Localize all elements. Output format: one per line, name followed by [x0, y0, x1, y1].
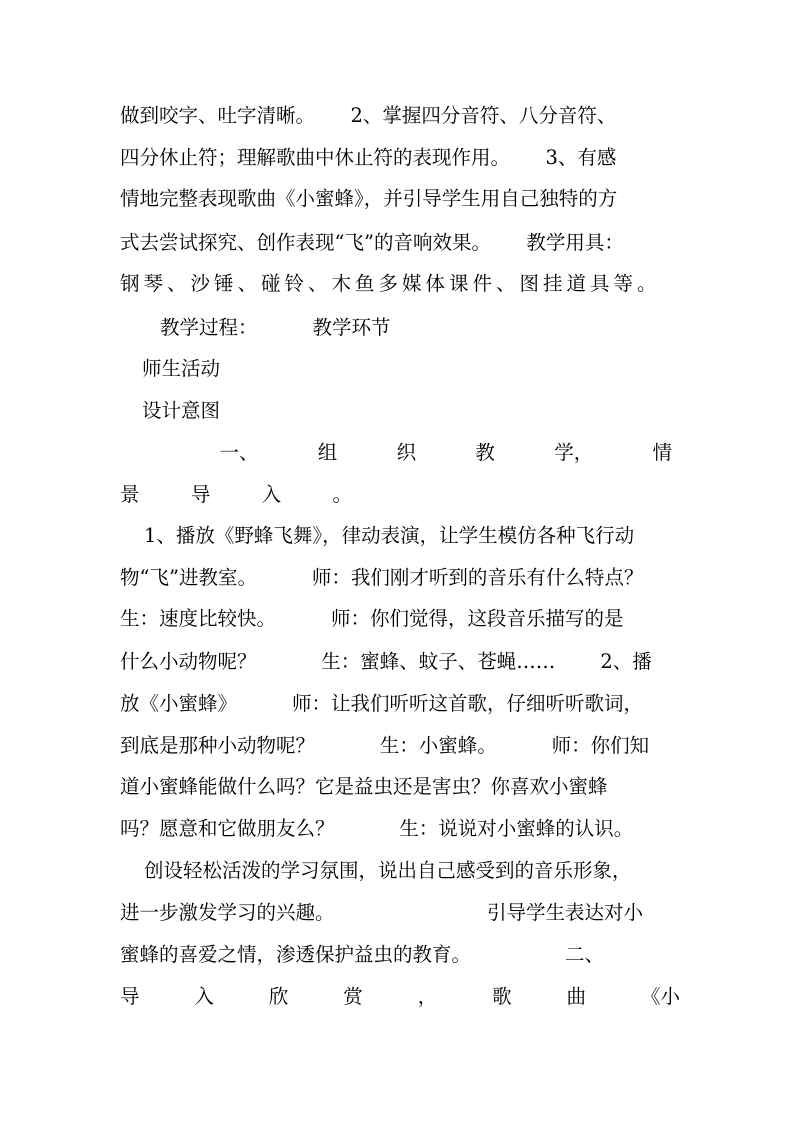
heading-one-char: 织: [396, 441, 417, 464]
body-line-3: [120, 607, 680, 631]
heading-two-char: 《小: [640, 985, 680, 1008]
body-line-10: [120, 901, 680, 925]
heading-one-char: 组: [317, 441, 338, 464]
heading-two: [120, 985, 680, 1009]
text-line-2: [120, 146, 680, 170]
body-line-10-content: 进一步激发学习的兴趣。 引导学生表达对小: [120, 901, 643, 924]
text-line-5-content: 钢琴、沙锤、碰铃、木鱼多媒体课件、图挂道具等。: [120, 272, 661, 295]
heading-two-char: 欣: [268, 985, 289, 1008]
heading-one-char: 景: [120, 483, 140, 506]
heading-two-char: 入: [194, 985, 214, 1008]
body-line-5-content: 放《小蜜蜂》 师：让我们听听这首歌，仔细听听歌词，: [120, 692, 643, 715]
body-line-5: [120, 692, 680, 716]
text-line-7-content: 师生活动: [142, 357, 221, 380]
body-line-9: [144, 859, 704, 883]
heading-one: [200, 441, 672, 465]
text-line-7: [142, 357, 220, 381]
text-line-4: [120, 231, 680, 255]
heading-one-char: 入: [261, 483, 282, 506]
body-line-6-content: 到底是那种小动物呢？ 生：小蜜蜂。 师：你们知: [120, 734, 650, 757]
body-line-2-content: 物“飞”进教室。 师：我们刚才听到的音乐有什么特点？: [120, 566, 644, 589]
heading-one-char: 情: [652, 441, 672, 464]
text-line-3: [120, 187, 680, 211]
body-line-1: [144, 524, 704, 548]
heading-two-char: 导: [120, 985, 140, 1008]
heading-one-char: 一、: [200, 441, 259, 464]
heading-one-char: 学，: [554, 441, 594, 464]
heading-one-char: 教: [475, 441, 495, 464]
body-line-4-content: 什么小动物呢？ 生：蜜蜂、蚊子、苍蝇…… 2、播: [120, 650, 652, 673]
body-line-11-content: 蜜蜂的喜爱之情，渗透保护益虫的教育。 二、: [120, 943, 604, 966]
heading-one-continued: [120, 483, 352, 507]
text-line-6: [160, 316, 390, 340]
body-line-8: [120, 817, 680, 841]
text-line-3-content: 情地完整表现歌曲《小蜜蜂》，并引导学生用自己独特的方: [120, 187, 618, 210]
text-line-8: [142, 399, 220, 423]
text-line-6-content: 教学过程： 教学环节: [160, 316, 391, 339]
body-line-4: [120, 650, 680, 674]
heading-one-char: 导: [190, 483, 211, 506]
text-line-4-content: 式去尝试探究、创作表现“飞”的音响效果。 教学用具：: [120, 231, 624, 254]
body-line-11: [120, 943, 680, 967]
heading-two-char: 歌: [492, 985, 512, 1008]
body-line-7-content: 道小蜜蜂能做什么吗？它是益虫还是害虫？你喜欢小蜜蜂: [120, 775, 608, 798]
heading-two-char: 曲: [566, 985, 587, 1008]
body-line-3-content: 生：速度比较快。 师：你们觉得，这段音乐描写的是: [120, 607, 624, 630]
text-line-5: [120, 272, 680, 296]
text-line-1-content: 做到咬字、吐字清晰。 2、掌握四分音符、八分音符、: [120, 104, 617, 127]
heading-one-char: 。: [332, 483, 352, 506]
text-line-8-content: 设计意图: [142, 399, 221, 422]
text-line-2-content: 四分休止符；理解歌曲中休止符的表现作用。 3、有感: [120, 146, 617, 169]
heading-two-char: 赏: [343, 985, 363, 1008]
heading-two-char: ，: [417, 985, 438, 1008]
body-line-1-content: 1、播放《野蜂飞舞》，律动表演，让学生模仿各种飞行动: [144, 524, 635, 547]
body-line-8-content: 吗？愿意和它做朋友么？ 生：说说对小蜜蜂的认识。: [120, 817, 634, 840]
body-line-7: [120, 775, 680, 799]
body-line-9-content: 创设轻松活泼的学习氛围，说出自己感受到的音乐形象，: [144, 859, 632, 882]
body-line-6: [120, 734, 680, 758]
text-line-1: [120, 104, 680, 128]
body-line-2: [120, 566, 680, 590]
